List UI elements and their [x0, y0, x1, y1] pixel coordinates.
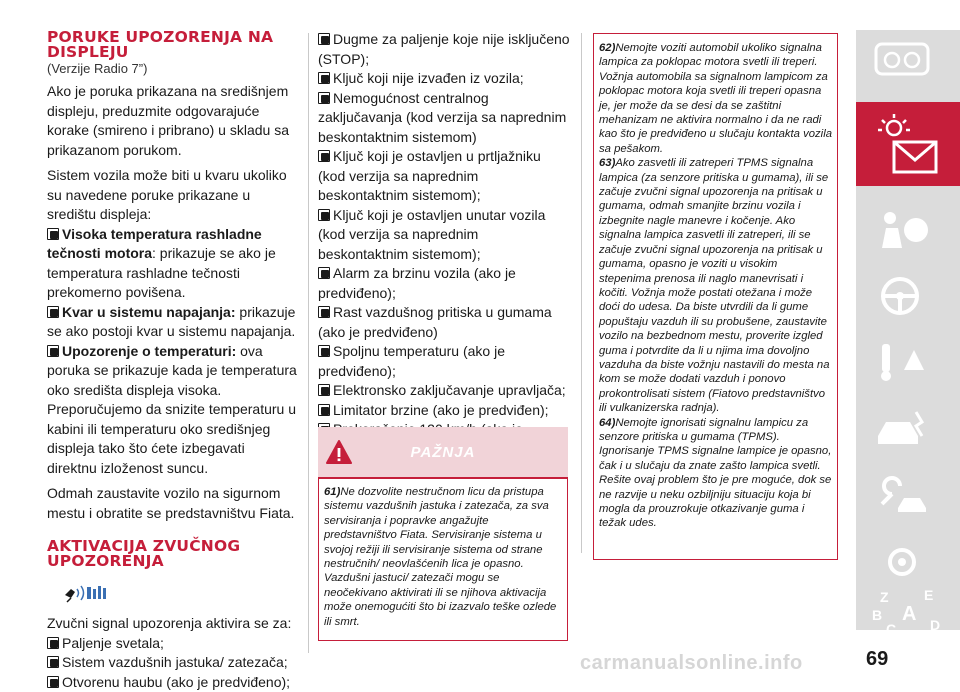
page-number: 69 [866, 648, 888, 671]
warning-title: PAŽNJA [318, 444, 568, 461]
bullet-icon [318, 345, 330, 357]
svg-text:D: D [930, 617, 940, 633]
bullet-icon [318, 209, 330, 221]
list-item [318, 381, 570, 401]
svg-text:B: B [872, 607, 882, 623]
warning-box [318, 427, 568, 641]
list-item [47, 653, 297, 673]
list-item [47, 673, 297, 692]
note-text: Nemojte voziti automobil ukoliko signalna lampica za poklopac motora svetli ili treperi. Vožnja automobila sa signalnom lampicom za poklopac motora koja svetli ili treperi opasna je, jer može da se desi da se zaštitni mehanizam ne aktivira normalno i da ne radi kao što je predviđeno u slučaju kontakta vozila sa pešakom. [599, 42, 832, 155]
item-text: Elektronsko zaključavanje upravljača; [333, 382, 566, 398]
item-text: Rast vazdušnog pritiska u gumama (ako je predviđeno) [318, 304, 552, 340]
bullet-icon [47, 228, 59, 240]
bullet-icon [318, 92, 330, 104]
dashboard-icon [872, 38, 932, 78]
note-text: Ne dozvolite nestručnom licu da pristupa sistemu vazdušnih jastuka i zatezača, za sva servisiranja i popravke angažujte predstavništvo Fiata. Servisiranje sistema u svojoj režiji ili servisiranje sistema od strane nestručnih/ neovlašćenih lica je opasno. Vazdušni jastuci/ zatezači mogu se neočekivano aktivirati ili se njihova aktivacija može onemogućiti što bi izazvalo teške ozlede ili smrt. [324, 486, 556, 628]
svg-text:C: C [886, 621, 896, 636]
item-title: Kvar u sistemu napajanja: [62, 304, 236, 320]
chapter-tab-emergency[interactable] [856, 332, 960, 384]
note-number: 62) [599, 42, 615, 54]
chapter-tab-maintenance[interactable] [856, 464, 960, 516]
paragraph: Ako je poruka prikazana na središnjem displeju, preduzmite odgovarajuće korake (smireno i pribrano) u skladu sa prikazanom porukom. [47, 82, 297, 160]
chapter-tab-safety[interactable] [856, 200, 960, 252]
audio-warning-icon [63, 583, 111, 603]
list-item [318, 342, 570, 381]
note [599, 416, 832, 531]
item-text: Ključ koji je ostavljen u prtljažniku (kod verzija sa naprednim beskontaktnim sistemom); [318, 148, 541, 203]
list-item [318, 206, 570, 265]
note-number: 63) [599, 157, 615, 169]
list-item [318, 69, 570, 89]
item-text: Alarm za brzinu vozila (ako je predviđeno); [318, 265, 516, 301]
chapter-tab-accident[interactable] [856, 398, 960, 450]
car-accident-icon [872, 406, 932, 450]
item-title: Upozorenje o temperaturi: [62, 343, 236, 359]
note [599, 156, 832, 415]
item-text: Otvorenu haubu (ako je predviđeno); [62, 674, 290, 690]
note-text: Ako zasvetli ili zatreperi TPMS signalna lampica (za senzore pritiska u gumama), ili se začuje zvučni signal upozorenja na pritisak u gumama, odmah smanjite brzinu vozila i izbegnite nagle manevre i kočenje. Ako signalna lampica zasvetli ili zatreperi, ili se začuje zvučni signal upozorenja na pritisak u gumama, opasno je voziti u visokim stepenima prenosa ili naglo manevrisati i kočiti. Vožnja može postati otežana i može doći do udesa. Da biste utvrdili da li gume popuštaju vazduh ili su probušene, zaustavite vozilo na bezbednom mestu, proverite izgled guma i potvrdite da li u njima ima dovoljno vazduha da biste vožnju nastavili do mesta na kom se može dodati vazduh i ponovo prokontrolisati sistem (Fiatovo predstavništvo ili vulkanizerska radnja). [599, 157, 829, 414]
item-text: Nemogućnost centralnog zaključavanja (kod verzija sa naprednim beskontaktnim sistemom) [318, 90, 566, 145]
steering-wheel-icon [872, 274, 932, 318]
bullet-icon [318, 72, 330, 84]
item-text: Sistem vazdušnih jastuka/ zatezača; [62, 654, 288, 670]
list-item [318, 401, 570, 421]
chapter-tab-warnings[interactable] [856, 102, 960, 186]
list-item [47, 634, 297, 654]
bullet-icon [47, 345, 59, 357]
column-1 [47, 30, 297, 692]
section-heading: PORUKE UPOZORENJA NA DISPLEJU [47, 30, 287, 60]
list-item [47, 225, 297, 303]
warning-message-icon [872, 110, 942, 180]
list-item [318, 264, 570, 303]
bullet-icon [47, 637, 59, 649]
note-number: 64) [599, 417, 615, 429]
item-text: prikazuje se ako postoji kvar u sistemu napajanja. [47, 304, 295, 340]
list-item [47, 303, 297, 342]
bullet-icon [318, 404, 330, 416]
chapter-tab-driving[interactable] [856, 266, 960, 318]
bullet-icon [318, 306, 330, 318]
chapter-tab-dashboard[interactable] [856, 30, 960, 82]
bullet-icon [47, 656, 59, 668]
bullet-icon [318, 150, 330, 162]
bullet-icon [47, 306, 59, 318]
section-subheading: (Verzije Radio 7”) [47, 61, 297, 76]
bullet-icon [318, 33, 330, 45]
bullet-icon [318, 267, 330, 279]
warning-header [318, 427, 568, 479]
paragraph: Sistem vozila može biti u kvaru ukoliko su navedene poruke prikazane u središtu displeja: [47, 166, 297, 225]
index-icon [872, 586, 942, 636]
chapter-sidebar [856, 30, 960, 630]
tech-data-icon [872, 538, 932, 582]
chapter-tab-technical-data[interactable] [856, 530, 960, 582]
list-item [318, 303, 570, 342]
watermark: carmanualsonline.info [580, 652, 803, 675]
bullet-icon [318, 384, 330, 396]
note [324, 485, 562, 629]
note-text: Nemojte ignorisati signalnu lampicu za senzore pritiska u gumama (TPMS). Ignorisanje TPMS signalne lampice je opasno, čak i u slučaju da znate zašto lampica svetli. Rešite ovaj problem što je pre moguće, dok se ne razvije u neku ozbiljniju situaciju koja bi mogla da prouzrokuje otkazivanje guma i težak udes. [599, 417, 831, 530]
svg-text:E: E [924, 587, 933, 603]
list-item [318, 89, 570, 148]
list-item [318, 30, 570, 69]
notes-box [593, 33, 838, 560]
chapter-tab-index[interactable] [856, 578, 960, 630]
warning-body [318, 479, 568, 641]
paragraph: Odmah zaustavite vozilo na sigurnom mestu i obratite se predstavništvu Fiata. [47, 484, 297, 523]
list-item [318, 147, 570, 206]
item-text: Ključ koji nije izvađen iz vozila; [333, 70, 524, 86]
item-title: Visoka temperatura rashladne tečnosti motora [47, 226, 262, 262]
key-icon [872, 340, 932, 384]
wrench-car-icon [872, 472, 932, 516]
note-number: 61) [324, 486, 340, 498]
column-divider [308, 33, 309, 653]
svg-text:A: A [902, 603, 916, 625]
paragraph: Zvučni signal upozorenja aktivira se za: [47, 614, 297, 634]
seatbelt-airbag-icon [872, 208, 932, 252]
list-item [47, 342, 297, 479]
column-divider [581, 33, 582, 553]
section-heading: AKTIVACIJA ZVUČNOG UPOZORENJA [47, 539, 287, 569]
note [599, 41, 832, 156]
item-text: Dugme za paljenje koje nije isključeno (STOP); [318, 31, 570, 67]
item-text: ova poruka se prikazuje kada je temperatura oko središta displeja visoka. Preporučujemo da snizite temperaturu u kabini ili temperaturu oko središnjeg displeja tako što ćete izbegavati direktnu izloženost suncu. [47, 343, 297, 476]
svg-text:Z: Z [880, 589, 889, 605]
item-text: Ključ koji je ostavljen unutar vozila (kod verzija sa naprednim beskontaktnim sistemom); [318, 207, 545, 262]
item-text: Limitator brzine (ako je predviđen); [333, 402, 549, 418]
column-2 [318, 30, 570, 459]
item-text: Paljenje svetala; [62, 635, 164, 651]
bullet-icon [47, 676, 59, 688]
item-text: : prikazuje se ako je temperatura rashladne tečnosti prekomerno povišena. [47, 245, 276, 300]
item-text: Spoljnu temperaturu (ako je predviđeno); [318, 343, 505, 379]
